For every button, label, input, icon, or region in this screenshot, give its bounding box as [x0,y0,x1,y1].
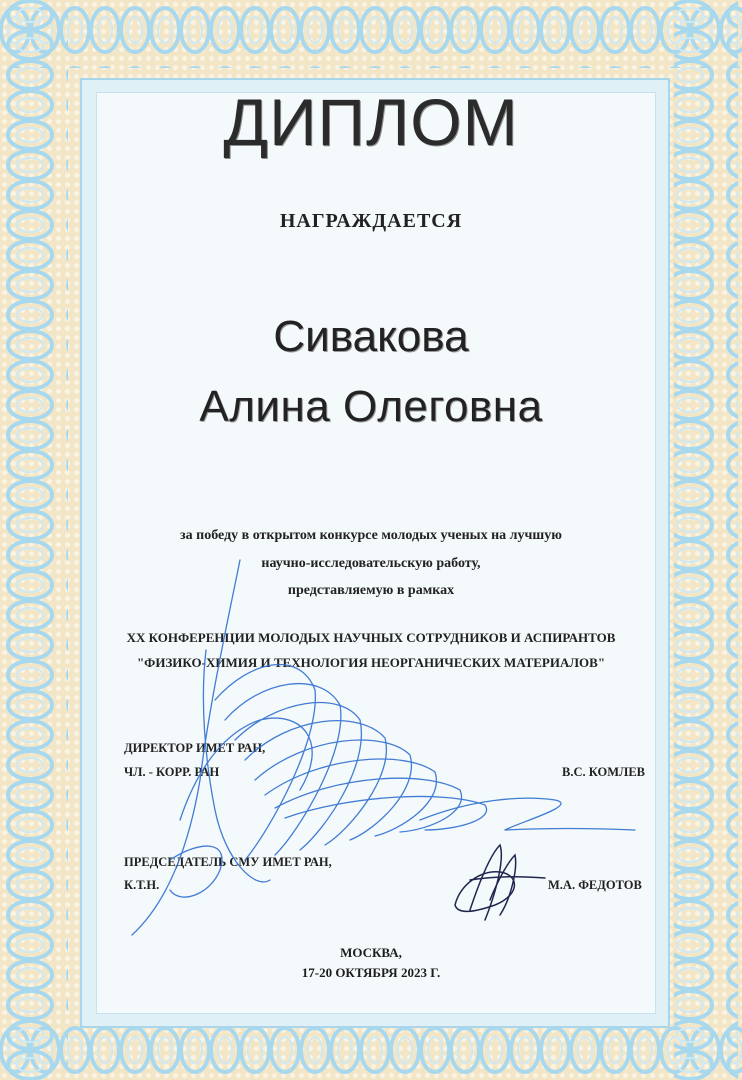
signatory-2-position-line-2: К.Т.Н. [124,878,160,892]
signatory-1-position-line-2: ЧЛ. - КОРР. РАН [124,765,220,779]
signatory-1-name: В.С. КОМЛЕВ [562,765,646,779]
conference-line-2: "ФИЗИКО-ХИМИЯ И ТЕХНОЛОГИЯ НЕОРГАНИЧЕСКИХ МАТЕРИАЛОВ" [136,655,606,670]
signatory-2-position-line-1: ПРЕДСЕДАТЕЛЬ СМУ ИМЕТ РАН, [124,855,332,869]
reason-line-1: за победу в открытом конкурсе молодых ученых на лучшую [180,528,562,543]
recipient-given-names: Алина Олеговна [199,382,543,431]
date: 17-20 ОКТЯБРЯ 2023 Г. [301,965,441,980]
awarded-label: НАГРАЖДАЕТСЯ [279,210,463,232]
place: МОСКВА, [340,945,402,960]
signatory-1-position-line-1: ДИРЕКТОР ИМЕТ РАН, [124,741,266,755]
diploma-title: ДИПЛОМ [223,85,519,159]
reason-line-2: научно-исследовательскую работу, [261,556,481,571]
reason-line-3: представляемую в рамках [287,583,455,598]
recipient-surname: Сивакова [273,312,469,361]
signatory-2-name: М.А. ФЕДОТОВ [548,878,642,892]
conference-line-1: XX КОНФЕРЕНЦИИ МОЛОДЫХ НАУЧНЫХ СОТРУДНИКОВ И АСПИРАНТОВ [126,630,616,645]
